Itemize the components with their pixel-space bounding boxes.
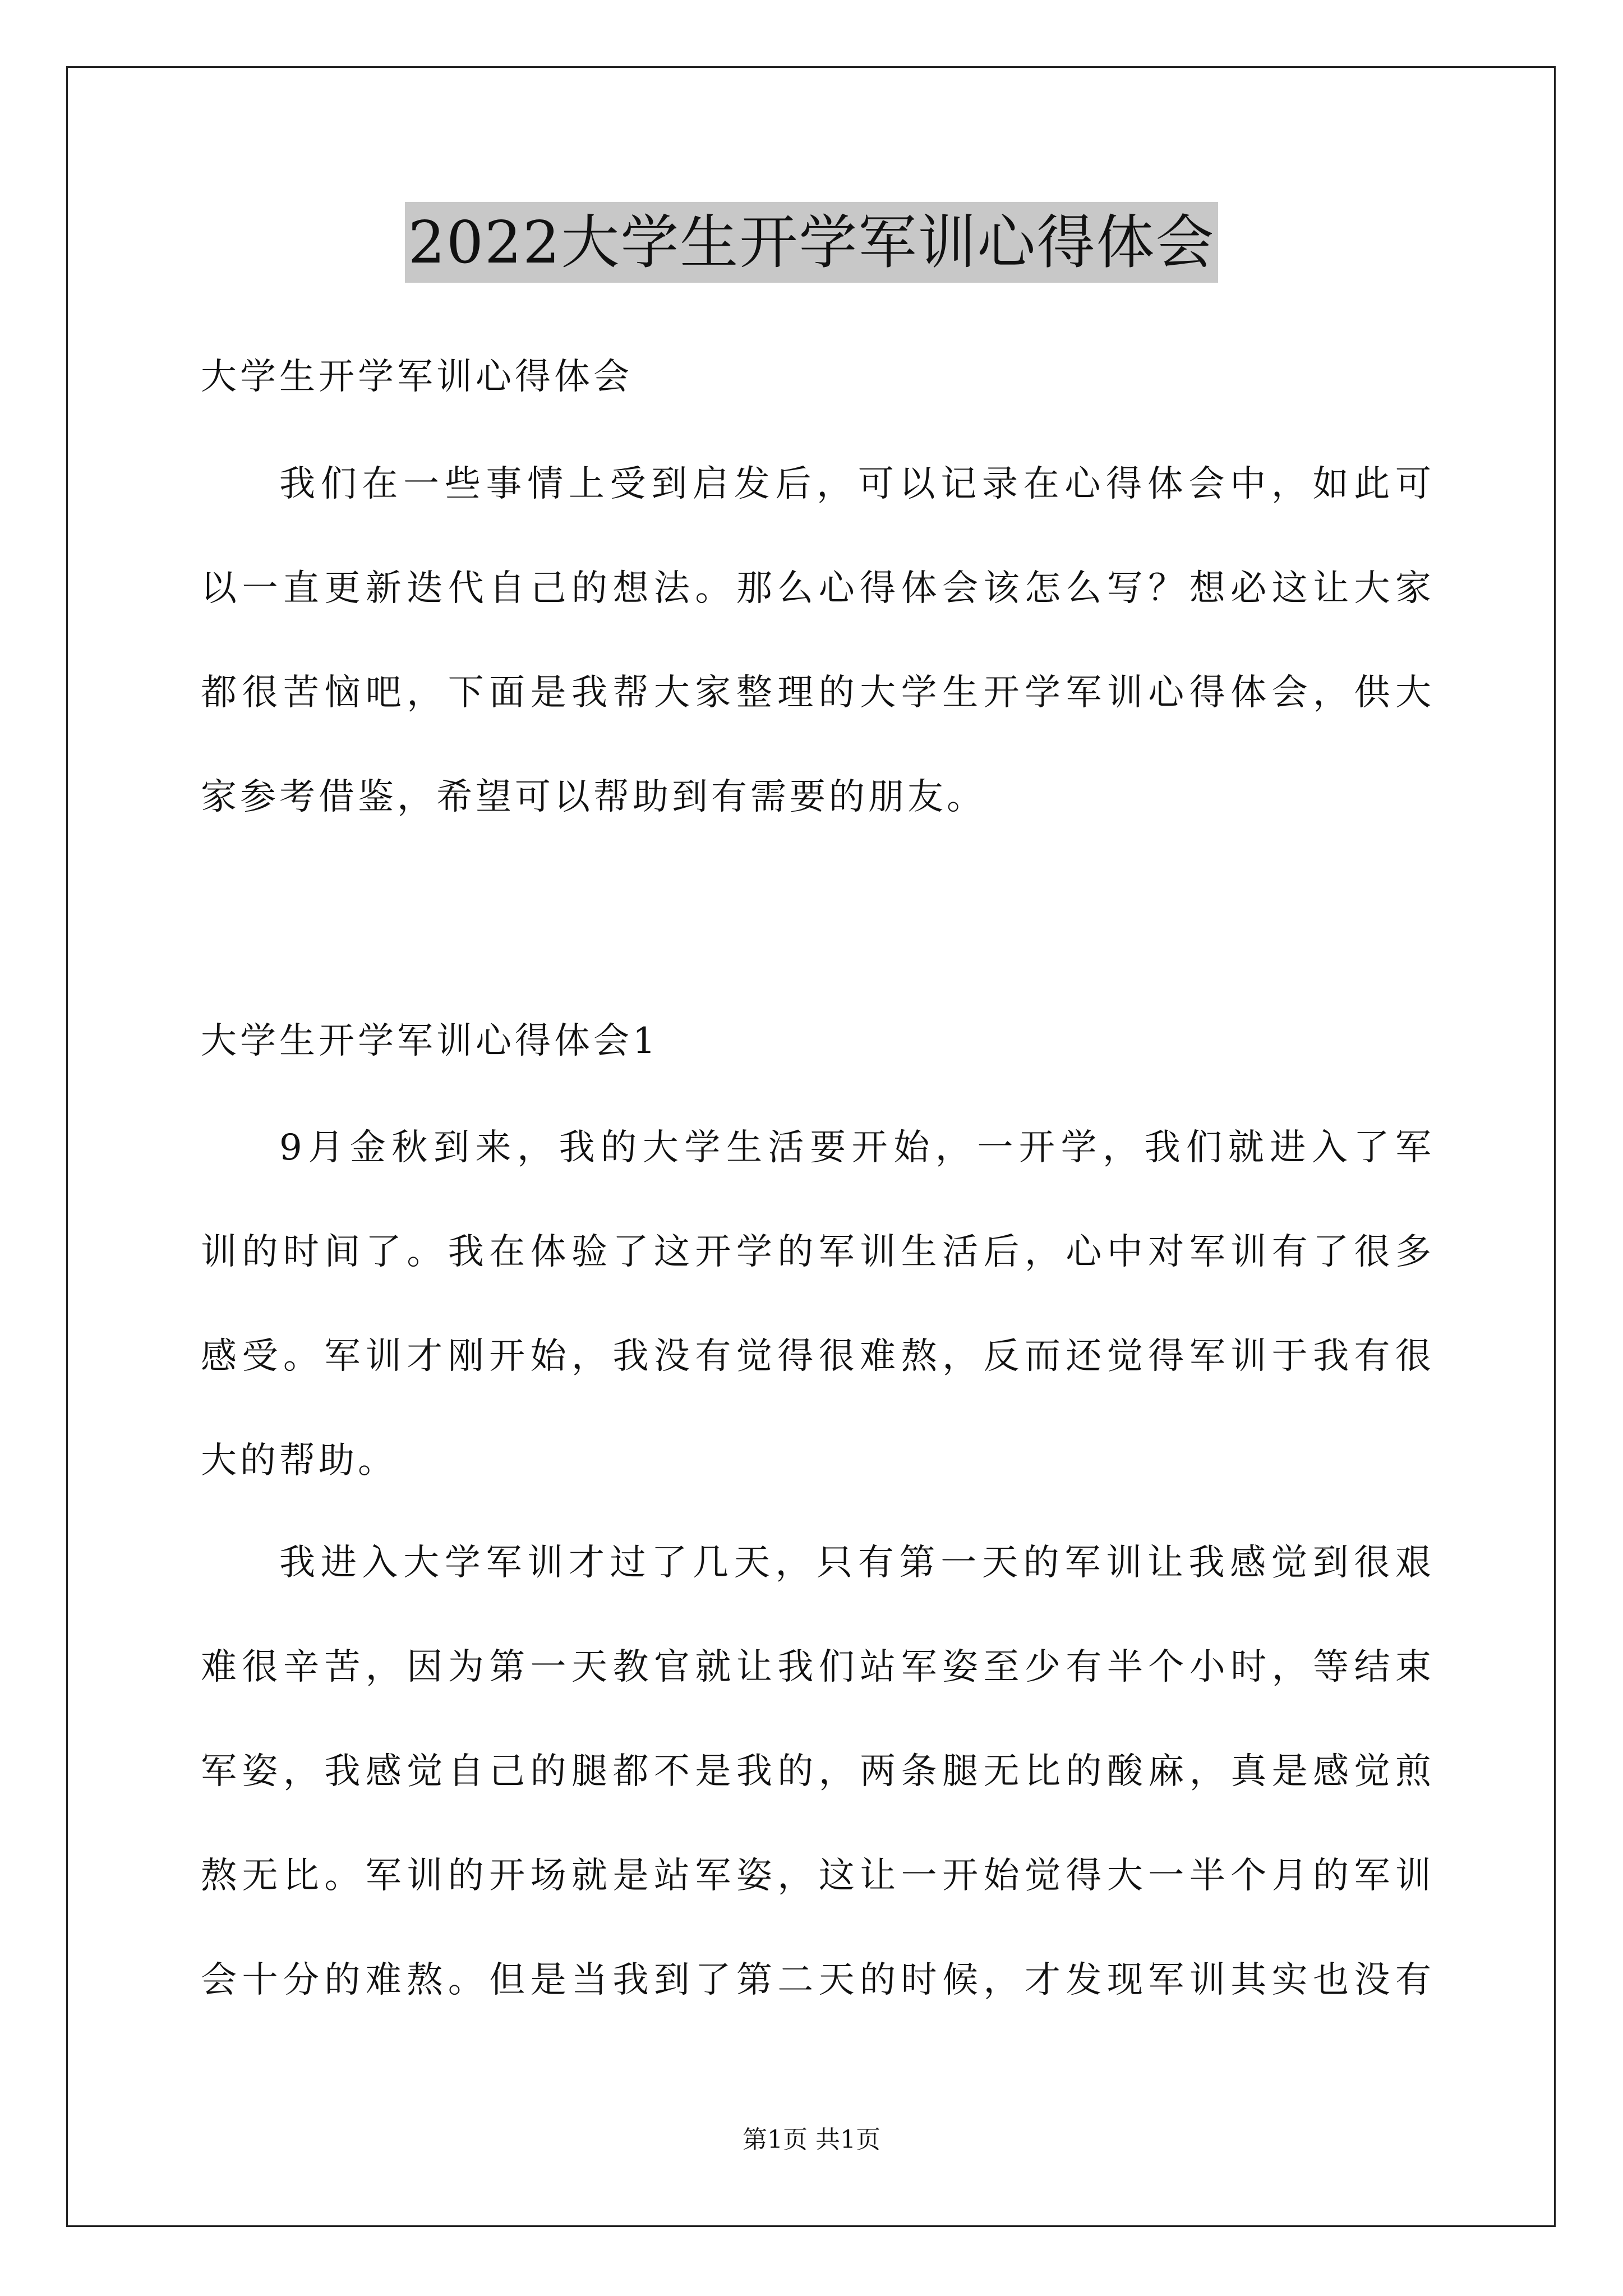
intro-line-3: 都很苦恼吧，下面是我帮大家整理的大学生开学军训心得体会，供大 — [201, 672, 1435, 714]
intro-line-1: 我们在一些事情上受到启发后，可以记录在心得体会中，如此可 — [279, 463, 1435, 505]
para1-line-2: 训的时间了。我在体验了这开学的军训生活后，心中对军训有了很多 — [201, 1231, 1435, 1273]
para2-line-5: 会十分的难熬。但是当我到了第二天的时候，才发现军训其实也没有 — [201, 1959, 1435, 2001]
para1-line-4: 大的帮助。 — [201, 1440, 397, 1481]
title-container — [0, 202, 1623, 283]
para2-line-2: 难很辛苦，因为第一天教官就让我们站军姿至少有半个小时，等结束 — [201, 1646, 1435, 1688]
section-heading: 大学生开学军训心得体会1 — [201, 1020, 659, 1062]
intro-line-4: 家参考借鉴，希望可以帮助到有需要的朋友。 — [201, 776, 986, 818]
page-footer: 第1页 共1页 — [743, 2125, 880, 2154]
para2-line-1: 我进入大学军训才过了几天，只有第一天的军训让我感觉到很艰 — [279, 1542, 1435, 1584]
document-title: 2022大学生开学军训心得体会 — [405, 202, 1219, 283]
intro-line-2: 以一直更新迭代自己的想法。那么心得体会该怎么写？想必这让大家 — [201, 568, 1435, 609]
para2-line-4: 熬无比。军训的开场就是站军姿，这让一开始觉得大一半个月的军训 — [201, 1855, 1435, 1897]
para2-line-3: 军姿，我感觉自己的腿都不是我的，两条腿无比的酸麻，真是感觉煎 — [201, 1751, 1435, 1792]
subtitle: 大学生开学军训心得体会 — [201, 356, 633, 398]
para1-line-3: 感受。军训才刚开始，我没有觉得很难熬，反而还觉得军训于我有很 — [201, 1336, 1435, 1377]
para1-line-1: 9月金秋到来，我的大学生活要开始，一开学，我们就进入了军 — [279, 1127, 1435, 1168]
